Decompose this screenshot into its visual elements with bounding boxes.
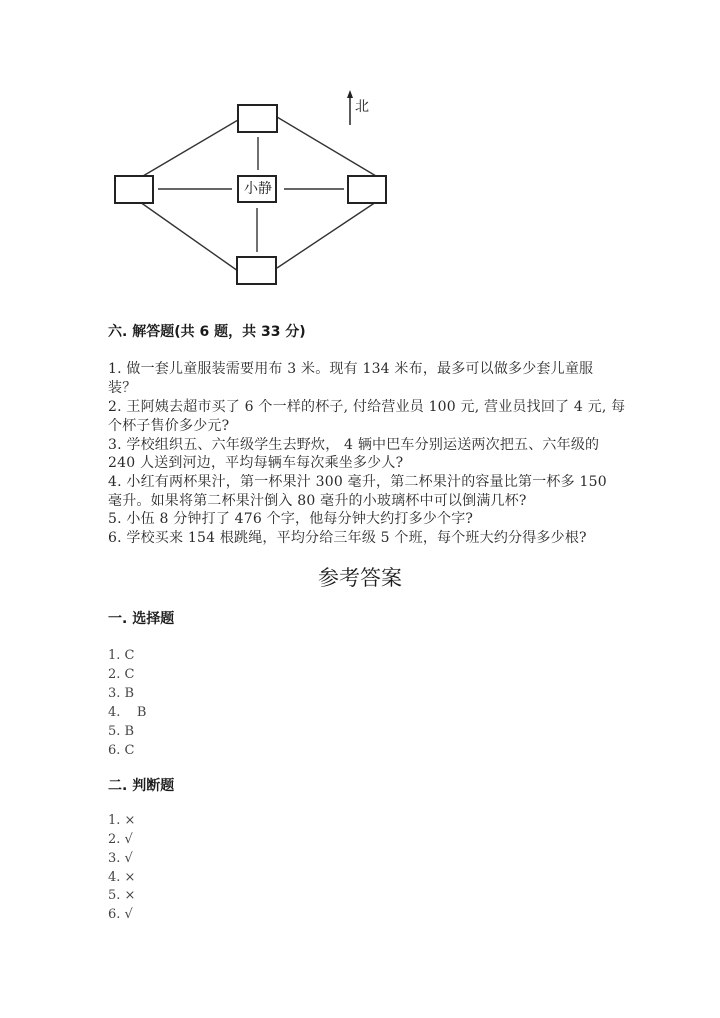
answer-item: 4. × xyxy=(108,870,136,885)
question-line: 4. 小红有两杯果汁，第一杯果汁 300 毫升，第二杯果汁的容量比第一杯多 150 xyxy=(108,474,607,490)
question-line: 3. 学校组织五、六年级学生去野炊， 4 辆中巴车分别运送两次把五、六年级的 xyxy=(108,437,600,453)
diagram-lines xyxy=(0,0,720,310)
answers-title: 参考答案 xyxy=(318,566,402,590)
right-box xyxy=(348,176,386,203)
answer-item: 4. B xyxy=(108,705,147,720)
answer-item: 3. B xyxy=(108,686,135,701)
question-line: 1. 做一套儿童服装需要用布 3 米。现有 134 米布，最多可以做多少套儿童服 xyxy=(108,361,594,377)
bottom-box xyxy=(237,257,276,284)
answer-item: 2. C xyxy=(108,667,135,682)
answer-item: 1. × xyxy=(108,813,136,828)
question-line: 装？ xyxy=(108,380,137,396)
question-line: 2. 王阿姨去超市买了 6 个一样的杯子, 付给营业员 100 元, 营业员找回了 4 元, 每 xyxy=(108,399,626,415)
answer-item: 6. √ xyxy=(108,907,133,922)
answer-item: 5. × xyxy=(108,888,136,903)
north-arrow-icon xyxy=(347,90,353,125)
question-line: 240 人送到河边，平均每辆车每次乘坐多少人? xyxy=(108,455,404,471)
top-box xyxy=(238,105,277,132)
question-line: 毫升。如果将第二杯果汁倒入 80 毫升的小玻璃杯中可以倒满几杯? xyxy=(108,493,527,509)
direction-diagram xyxy=(0,0,720,310)
section-heading-6: 六. 解答题(共 6 题，共 33 分) xyxy=(108,324,306,340)
question-line: 5. 小伍 8 分钟打了 476 个字，他每分钟大约打多少个字? xyxy=(108,511,474,527)
left-box xyxy=(115,176,153,203)
answer-item: 2. √ xyxy=(108,832,133,847)
section-heading-judge: 二. 判断题 xyxy=(108,778,175,794)
question-line: 6. 学校买来 154 根跳绳，平均分给三年级 5 个班，每个班大约分得多少根? xyxy=(108,530,587,546)
section-heading-choice: 一. 选择题 xyxy=(108,611,175,627)
answer-item: 1. C xyxy=(108,648,135,663)
answer-item: 3. √ xyxy=(108,851,133,866)
question-line: 个杯子售价多少元? xyxy=(108,418,230,434)
answer-item: 6. C xyxy=(108,743,135,758)
north-label: 北 xyxy=(355,99,369,115)
answer-item: 5. B xyxy=(108,724,135,739)
center-label: 小静 xyxy=(244,181,272,197)
